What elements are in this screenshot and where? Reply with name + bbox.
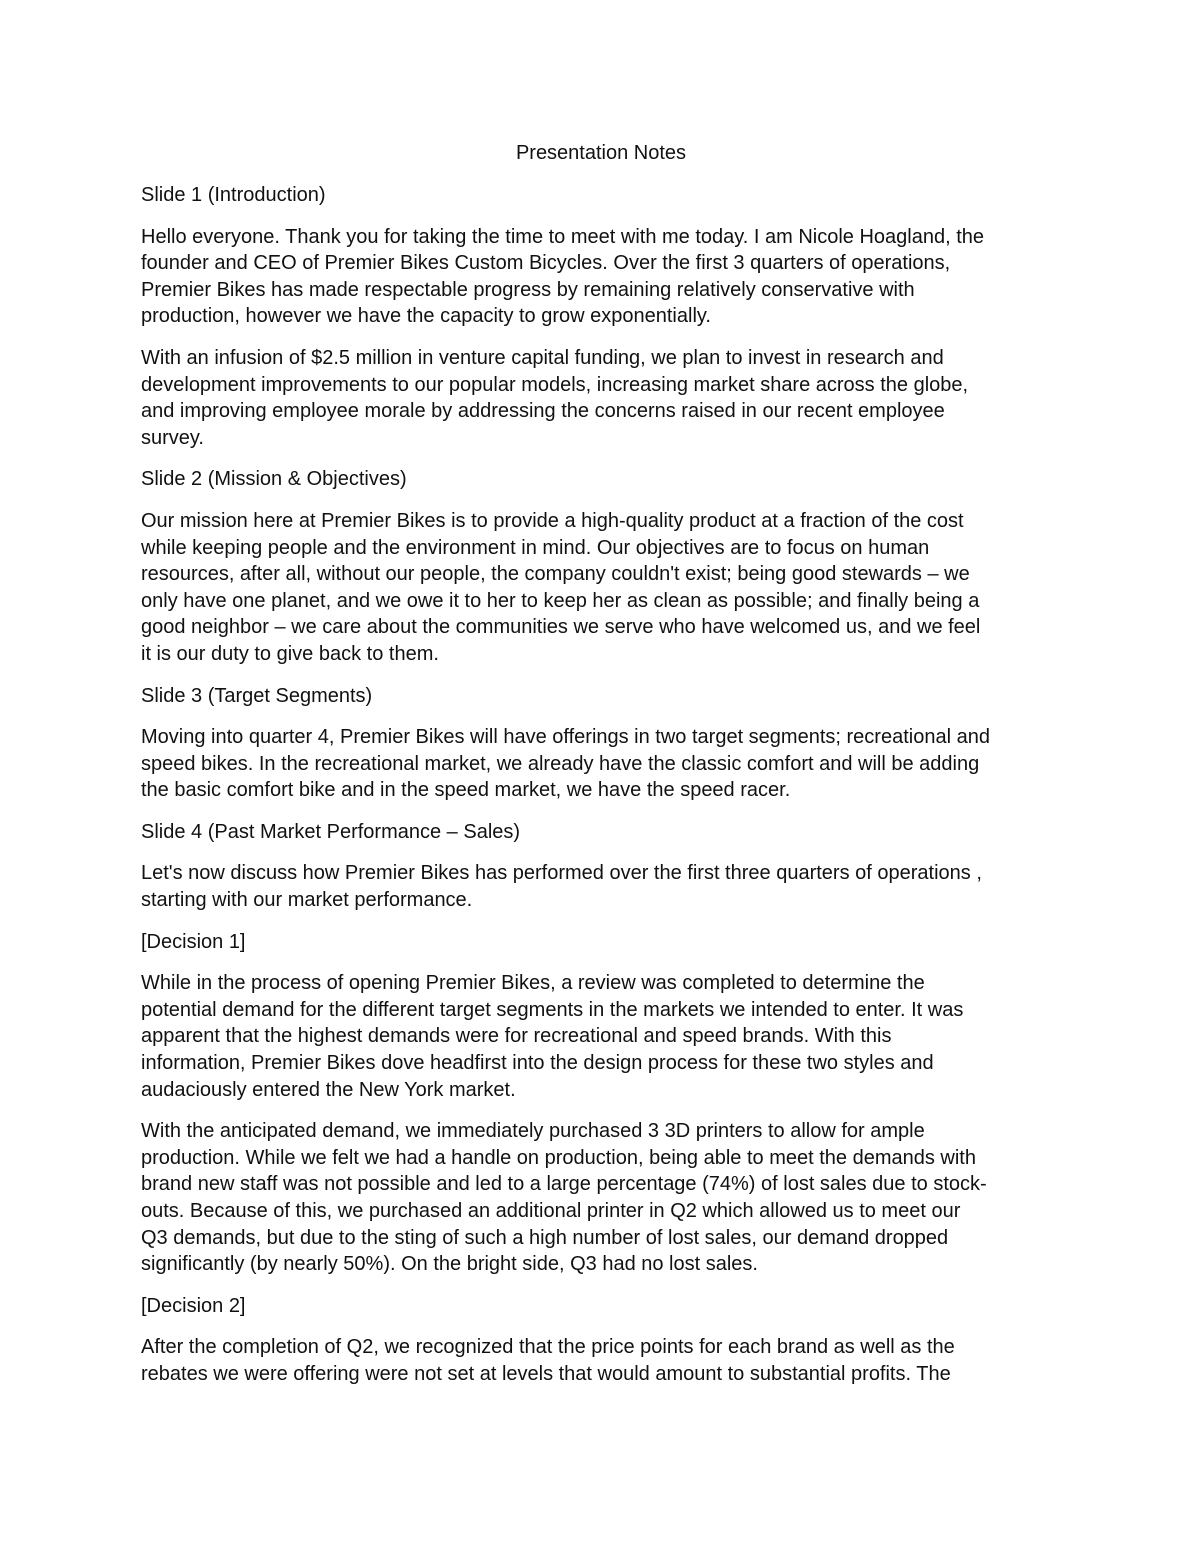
decision-2-paragraph: After the completion of Q2, we recognized that the price points for each brand as well as the rebates we were offering were not set at levels that would amount to substantial profits. The (141, 1336, 955, 1385)
document-body (141, 140, 1061, 1403)
decision-1-paragraph-2: With the anticipated demand, we immediately purchased 3 3D printers to allow for ample production. While we felt we had a handle on production, being able to meet the demands with brand new staff was not possible and led to a large percentage (74%) of lost sales due to stock- outs. Because of this, we purchased an additional printer in Q2 which allowed us to meet our Q3 demands, but due to the sting of such a high number of lost sales, our demand dropped significantly (by nearly 50%). On the bright side, Q3 had no lost sales. (141, 1120, 987, 1276)
page-title: Presentation Notes (515, 142, 687, 164)
slide-1-paragraph-2: With an infusion of $2.5 million in venture capital funding, we plan to invest in research and development improvements to our popular models, increasing market share across the globe, and improving employee morale by addressing the concerns raised in our recent employee survey. (141, 346, 969, 449)
slide-1-heading: Slide 1 (Introduction) (141, 184, 326, 206)
slide-2-heading: Slide 2 (Mission & Objectives) (141, 468, 407, 491)
slide-4-paragraph: Let's now discuss how Premier Bikes has performed over the first three quarters of operations , starting with our market performance. (141, 862, 982, 912)
slide-2-paragraph: Our mission here at Premier Bikes is to provide a high-quality product at a fraction of the cost while keeping people and the environment in mind. Our objectives are to focus on human resources, after all, without our people, the company couldn't exist; being good stewards – we only have one planet, and we owe it to her to keep her as clean as possible; and finally being a good neighbor – we care about the communities we serve who have welcomed us, and we feel it is our duty to give back to them. (141, 509, 981, 665)
decision-2-heading: [Decision 2] (141, 1294, 246, 1317)
slide-3-heading: Slide 3 (Target Segments) (141, 684, 373, 707)
decision-1-paragraph-1: While in the process of opening Premier Bikes, a review was completed to determine the potential demand for the different target segments in the markets we intended to enter. It was apparent that the highest demands were for recreational and speed brands. With this information, Premier Bikes dove headfirst into the design process for these two styles and audaciously entered the New York market. (141, 972, 964, 1101)
decision-1-heading: [Decision 1] (141, 930, 246, 953)
slide-3-paragraph: Moving into quarter 4, Premier Bikes will have offerings in two target segments; recreational and speed bikes. In the recreational market, we already have the classic comfort and will be adding the basic comfort bike and in the speed market, we have the speed racer. (141, 726, 990, 802)
slide-1-paragraph-1: Hello everyone. Thank you for taking the time to meet with me today. I am Nicole Hoagland, the founder and CEO of Premier Bikes Custom Bicycles. Over the first 3 quarters of operations, Premier Bikes has made respectable progress by remaining relatively conservative with production, however we have the capacity to grow exponentially. (141, 225, 985, 328)
slide-4-heading: Slide 4 (Past Market Performance – Sales) (141, 820, 521, 843)
